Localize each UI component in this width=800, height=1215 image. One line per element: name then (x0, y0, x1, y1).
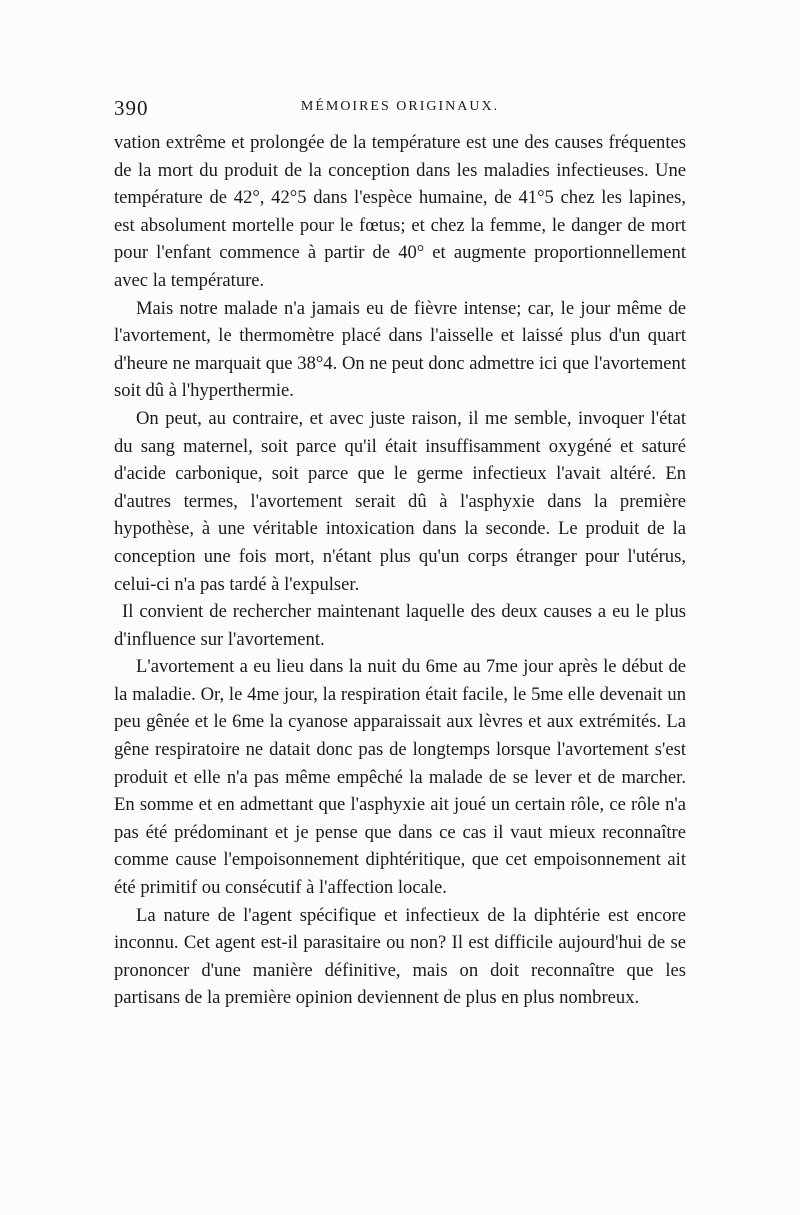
paragraph-fever: Mais notre malade n'a jamais eu de fièvre intense; car, le jour même de l'avortement, le thermomètre placé dans l'aisselle et laissé plus d'un quart d'heure ne marquait que 38°4. On ne peut donc admettre ici que l'avortement soit dû à l'hyperthermie. (114, 297, 686, 402)
paragraph-maternal-blood: On peut, au contraire, et avec juste raison, il me semble, invoquer l'état du sang maternel, soit parce qu'il était insuffisamment oxygéné et saturé d'acide carbonique, soit parce que le germe infectieux l'avait altéré. En d'autres termes, l'avortement serait dû à l'asphyxie dans la première hypothèse, à une véritable intoxication dans la seconde. Le produit de la conception une fois mort, n'étant plus qu'un corps étranger pour l'utérus, celui-ci n'a pas tardé à l'expulser. (114, 407, 686, 595)
paragraph-two-causes: Il convient de rechercher maintenant laquelle des deux causes a eu le plus d'influence sur l'avortement. (114, 601, 686, 650)
paragraph-diphtheria-agent: La nature de l'agent spécifique et infectieux de la diphtérie est encore inconnu. Cet agent est-il parasitaire ou non? Il est difficile aujourd'hui de se prononcer d'une manière définitive, mais on doit reconnaître que les partisans de la première opinion deviennent de plus en plus nombreux. (114, 904, 686, 1009)
paragraph-continuation: vation extrême et prolongée de la température est une des causes fréquentes de la mort du produit de la conception dans les maladies infectieuses. Une température de 42°, 42°5 dans l'espèce humaine, de 41°5 chez les lapines, est absolument mortelle pour le fœtus; et chez la femme, le danger de mort pour l'enfant commence à partir de 40° et augmente proportionnellement avec la température. (114, 132, 686, 291)
page-number: 390 (114, 96, 149, 120)
paragraph-timeline: L'avortement a eu lieu dans la nuit du 6me au 7me jour après le début de la maladie. Or, le 4me jour, la respiration était facile, le 5me elle devenait un peu gênée et le 6me la cyanose apparaissait aux lèvres et aux extrémités. La gêne respiratoire ne datait donc pas de longtemps lorsque l'avortement s'est produit et elle n'a pas même empêché la malade de se lever et de marcher. En somme et en admettant que l'asphyxie ait joué un certain rôle, ce rôle n'a pas été prédominant et je pense que dans ce cas il vaut mieux reconnaître comme cause l'empoisonnement diphtéritique, que cet empoisonnement ait été primitif ou consécutif à l'affection locale. (114, 656, 686, 899)
running-title: MÉMOIRES ORIGINAUX. (300, 99, 500, 114)
running-head (114, 96, 686, 124)
body-text (114, 129, 686, 1012)
